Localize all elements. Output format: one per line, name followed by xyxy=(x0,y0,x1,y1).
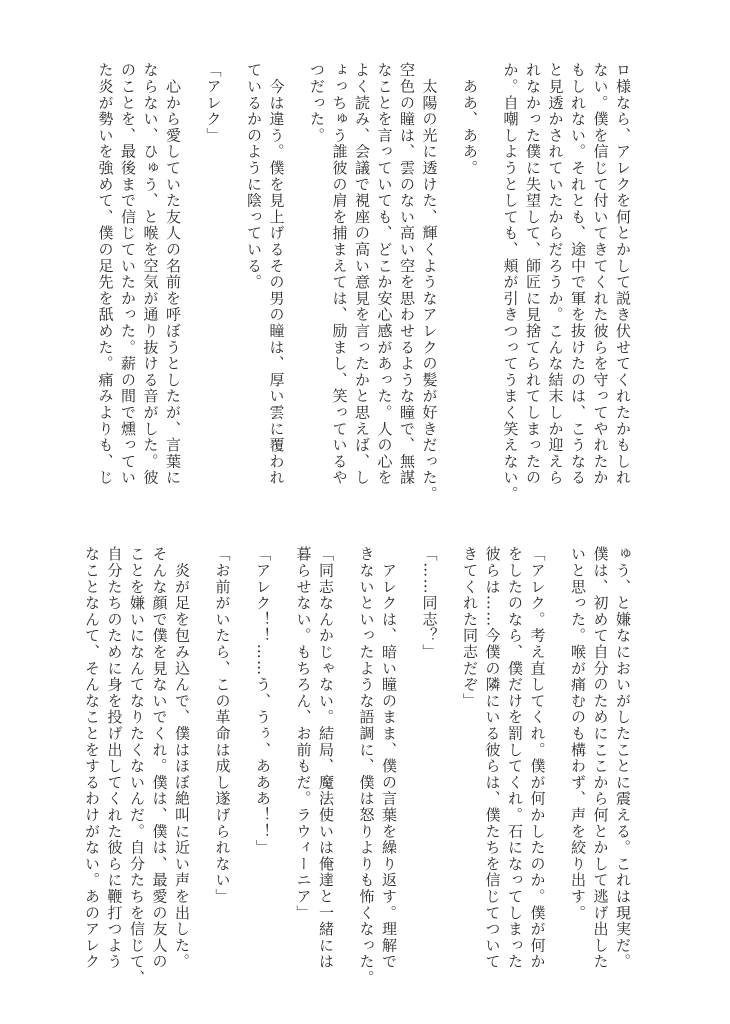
text-line: ない。僕を信じて付いてきてくれた彼らを守ってやれたか xyxy=(591,62,610,486)
paragraph xyxy=(243,62,288,502)
text-line: れなかった僕に失望して、師匠に見捨てられてしまったの xyxy=(524,62,542,486)
text-line: 「アレク」 xyxy=(204,62,223,144)
text-line: 今は違う。僕を見上げるその男の瞳は、厚い雲に覆われ xyxy=(267,62,286,486)
text-line: 炎が足を包み込んで、僕はほぼ絶叫に近い声を出した。 xyxy=(173,546,191,970)
text-line: アレクは、暗い瞳のまま、僕の言葉を繰り返す。理解で xyxy=(380,546,398,970)
text-line: よく読み、会議で視座の高い意見を言ったかと思えば、し xyxy=(353,62,371,486)
paragraph xyxy=(94,62,184,502)
text-line: つだった。 xyxy=(308,62,326,144)
paragraph xyxy=(81,546,194,986)
text-line: 心から愛していた友人の名前を呼ぼうとしたが、言葉に xyxy=(164,62,182,486)
text-line: ことを嫌いになんてなりたくないんだ。自分たちを信じて、 xyxy=(128,546,146,987)
text-line: 「アレク。考え直してくれ。僕が何かしたのか。僕が何か xyxy=(528,546,547,970)
paragraph xyxy=(418,546,441,986)
text-line: なことなんて、そんなことをするわけがない。あのアレク xyxy=(83,546,101,970)
text-line: もしれない。それとも、途中で軍を抜けたのは、こうなる xyxy=(569,62,587,486)
text-line: ているかのように陰っている。 xyxy=(245,62,263,291)
paragraph xyxy=(459,546,549,986)
paragraph xyxy=(202,62,225,502)
text-line: ょっちゅう誰彼の肩を捕まえては、励まし、笑っているや xyxy=(330,62,349,486)
paragraph xyxy=(567,546,635,986)
text-line: きないといったような語調に、僕は怒りよりも怖くなった。 xyxy=(357,546,376,987)
text-line: ああ、ああ。 xyxy=(461,62,479,177)
text-line: そんな顔で僕を見ないでくれ。僕は、僕は、最愛の友人の xyxy=(150,546,169,970)
text-line: をしたのなら、僕だけを罰してくれ。石になってしまった xyxy=(506,546,524,970)
text-line: 暮らせない。もちろん、お前もだ。ラウィーニア」 xyxy=(294,546,313,921)
paragraph xyxy=(211,546,234,986)
paragraph xyxy=(292,546,337,986)
top-text-block xyxy=(94,62,634,502)
paragraph xyxy=(355,546,400,986)
paragraph xyxy=(459,62,482,502)
text-line: 僕は、初めて自分のためにここから何とかして逃げ出した xyxy=(591,546,610,970)
text-line: 彼らは……今僕の隣にいる彼らは、僕たちを信じてついて xyxy=(483,546,502,970)
text-line: なことを言っていても、どこか安心感があった。人の心を xyxy=(375,62,394,486)
paragraph xyxy=(499,62,634,502)
text-line: 「お前がいたら、この革命は成し遂げられない」 xyxy=(213,546,232,905)
text-line: のことを、最後まで信じていたかった。薪の間で燻ってい xyxy=(119,62,137,486)
text-line: 「同志なんかじゃない。結局、魔法使いは俺達と一緒には xyxy=(317,546,335,970)
text-line: いと思った。喉が痛むのも構わず、声を絞り出す。 xyxy=(569,546,587,921)
text-line: か。自嘲しようとしても、頬が引きつってうまく笑えない。 xyxy=(501,62,520,503)
text-line: と見透かされていたからだろうか。こんな結末しか迎えら xyxy=(546,62,565,486)
text-line: ゅう、と嫌なにおいがしたことに震える。これは現実だ。 xyxy=(614,546,632,970)
text-line: きてくれた同志だぞ」 xyxy=(461,546,479,709)
paragraph xyxy=(252,546,275,986)
text-line: 「……同志？」 xyxy=(420,546,439,661)
text-line: た炎が勢いを強めて、僕の足先を舐めた。痛みよりも、じ xyxy=(96,62,115,486)
text-line: 太陽の光に透けた、輝くようなアレクの髪が好きだった。 xyxy=(420,62,439,503)
text-line: ロ様なら、アレクを何とかして説き伏せてくれたかもしれ xyxy=(614,62,632,486)
text-line: 空色の瞳は、雲のない高い空を思わせるような瞳で、無謀 xyxy=(398,62,416,486)
paragraph xyxy=(306,62,441,502)
bottom-text-block xyxy=(81,546,635,986)
text-line: 「アレク！！……う、うぅ、あああ！！」 xyxy=(254,546,272,856)
text-line: ならない、ひゅう、と喉を空気が通り抜ける音がした。彼 xyxy=(141,62,160,486)
text-line: 自分たちのために身を投げ出してくれた彼らに鞭打つよう xyxy=(105,546,124,970)
